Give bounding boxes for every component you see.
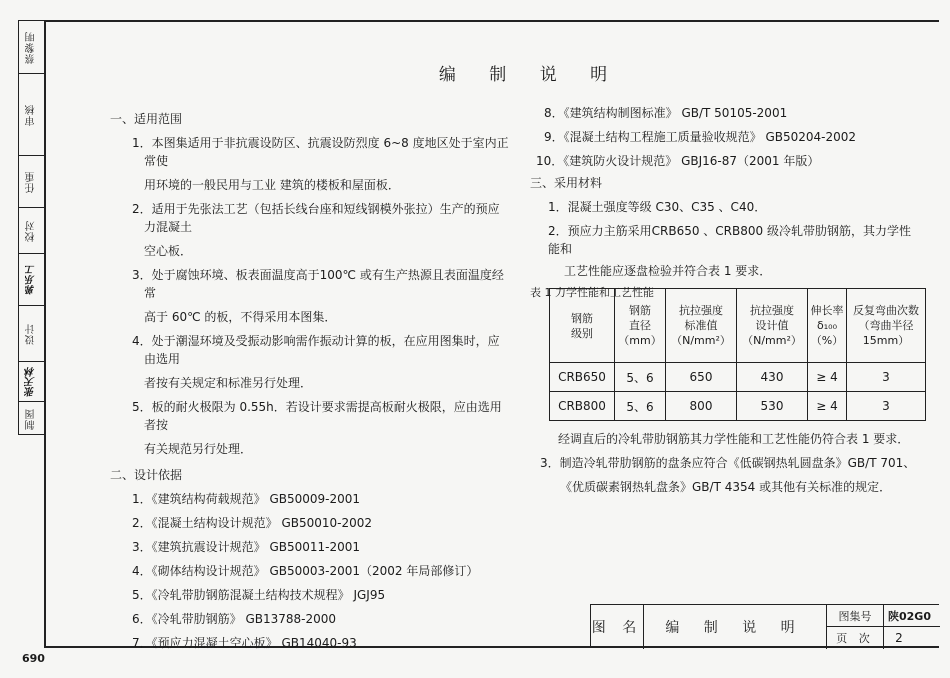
sidebar-design-label: 设计 (26, 322, 37, 345)
section-heading: 一、适用范围 (110, 112, 183, 126)
sidebar-drawing-cell (19, 401, 44, 435)
figure-name-value: 编 制 说 明 (665, 619, 805, 636)
table-header (808, 289, 847, 363)
list-item: 8．《建筑结构制图标准》 GB/T 50105-2001 (544, 106, 788, 120)
table-cell: CRB800 (550, 392, 615, 421)
list-item: 1．《建筑结构荷载规范》 GB50009-2001 (132, 492, 361, 506)
sidebar-proofread-cell (19, 207, 44, 253)
table-cell: 3 (847, 392, 926, 421)
table-cell: CRB650 (550, 363, 615, 392)
table-row (550, 363, 926, 392)
list-item: 5．《冷轧带肋钢筋混凝土结构技术规程》 JGJ95 (132, 588, 386, 602)
atlas-number-label: 图集号 (838, 609, 872, 623)
sidebar-responsible-cell (19, 155, 44, 207)
sidebar-review-label: 审核 (26, 103, 37, 126)
page-label: 页 次 (836, 631, 874, 645)
list-item: 有关规范另行处理． (144, 442, 253, 456)
list-item: 10．《建筑防火设计规范》 GBJ16-87（2001 年版） (536, 154, 820, 168)
list-item: 2．《混凝土结构设计规范》 GB50010-2002 (132, 516, 373, 530)
table-caption: 表 1 力学性能和工艺性能 (530, 286, 654, 299)
list-item: 用环境的一般民用与工业 建筑的楼板和屋面板． (144, 178, 400, 192)
table-cell: ≥ 4 (808, 363, 847, 392)
table-cell: 530 (737, 392, 808, 421)
list-item: 3．处于腐蚀环境、板表面温度高于100℃ 或有生产热源且表面温度经常 (132, 268, 504, 300)
atlas-number-value: 陕02G0 (888, 609, 931, 623)
list-item: 工艺性能应逐盘检验并符合表 1 要求． (564, 264, 772, 278)
table-header-text: 抗拉强度 设计值 （N/mm²） (742, 304, 802, 347)
left-column (110, 110, 510, 652)
list-item: 高于 60℃ 的板，不得采用本图集． (144, 310, 337, 324)
table-header (550, 289, 615, 363)
properties-table (549, 288, 926, 421)
list-item: 3．《建筑抗震设计规范》 GB50011-2001 (132, 540, 361, 554)
sidebar-proofread-label: 校对 (26, 219, 37, 242)
sidebar-proofreader-name: 郭乐工 (26, 264, 37, 295)
list-item: 9．《混凝土结构工程施工质量验收规范》 GB50204-2002 (544, 130, 857, 144)
section-heading: 二、设计依据 (110, 468, 183, 482)
page-number: 690 (22, 652, 45, 665)
sidebar-review-cell (19, 73, 44, 155)
figure-name-label: 图 名 (591, 619, 643, 636)
section-heading: 三、采用材料 (530, 176, 603, 190)
list-item: 2．适用于先张法工艺（包括长线台座和短线钢模外张拉）生产的预应力混凝土 (132, 202, 500, 234)
sidebar-responsible-label: 任重 (26, 170, 37, 193)
table-cell: 800 (666, 392, 737, 421)
signature-sidebar (18, 20, 44, 435)
table-cell: 430 (737, 363, 808, 392)
table-cell: 650 (666, 363, 737, 392)
list-item: 者按有关规定和标准另行处理． (144, 376, 313, 390)
list-item: 7．《预应力混凝土空心板》 GB14040-93 (132, 636, 357, 650)
table-header-text: 反复弯曲次数 （弯曲半径 15mm） (853, 304, 919, 347)
sidebar-design-cell (19, 305, 44, 361)
table-cell: 5、6 (615, 392, 666, 421)
sidebar-reviewer-name: 蔡黎明 (26, 30, 37, 64)
list-item: 6．《冷轧带肋钢筋》 GB13788-2000 (132, 612, 337, 626)
table-header-text: 抗拉强度 标准值 （N/mm²） (671, 304, 731, 347)
page-value: 2 (895, 630, 903, 645)
table-header (847, 289, 926, 363)
page-title: 编 制 说 明 (438, 65, 622, 85)
table-header-text: 钢筋 级别 (571, 311, 593, 340)
list-item: 空心板． (144, 244, 193, 258)
note-line: 《优质碳素钢热轧盘条》GB/T 4354 或其他有关标准的规定． (560, 480, 892, 494)
list-item: 4．《砌体结构设计规范》 GB50003-2001（2002 年局部修订） (132, 564, 479, 578)
table-cell: ≥ 4 (808, 392, 847, 421)
after-table-notes (540, 430, 930, 496)
list-item: 1．本图集适用于非抗震设防区、抗震设防烈度 6~8 度地区处于室内正常使 (132, 136, 509, 168)
right-column (530, 104, 920, 302)
sidebar-designer-cell (19, 361, 44, 401)
list-item: 2．预应力主筋采用CRB650 、CRB800 级冷轧带肋钢筋，其力学性能和 (548, 224, 911, 256)
note-line: 经调直后的冷轧带肋钢筋其力学性能和工艺性能仍符合表 1 要求． (558, 432, 910, 446)
table-cell: 5、6 (615, 363, 666, 392)
table-header-text: 伸长率 δ₁₀₀ （%） (810, 304, 844, 347)
sidebar-drawing-label: 制图 (26, 407, 37, 430)
list-item: 1．混凝土强度等级 C30、C35 、C40． (548, 200, 767, 214)
table-header (737, 289, 808, 363)
note-line: 3．制造冷轧带肋钢筋的盘条应符合《低碳钢热轧圆盘条》GB/T 701、 (540, 456, 916, 470)
title-block (590, 604, 939, 648)
sidebar-proofreader-cell (19, 253, 44, 305)
list-item: 4．处于潮湿环境及受振动影响需作振动计算的板，在应用图集时，应由选用 (132, 334, 500, 366)
table-cell: 3 (847, 363, 926, 392)
sidebar-designer-name: 张天林 (26, 366, 37, 397)
sidebar-reviewer-cell (19, 21, 44, 73)
table-header-text: 钢筋 直径 （mm） (618, 304, 662, 347)
table-header-row (550, 289, 926, 363)
table-header (666, 289, 737, 363)
table-row (550, 392, 926, 421)
table-header (615, 289, 666, 363)
list-item: 5．板的耐火极限为 0.55h．若设计要求需提高板耐火极限，应由选用者按 (132, 400, 502, 432)
